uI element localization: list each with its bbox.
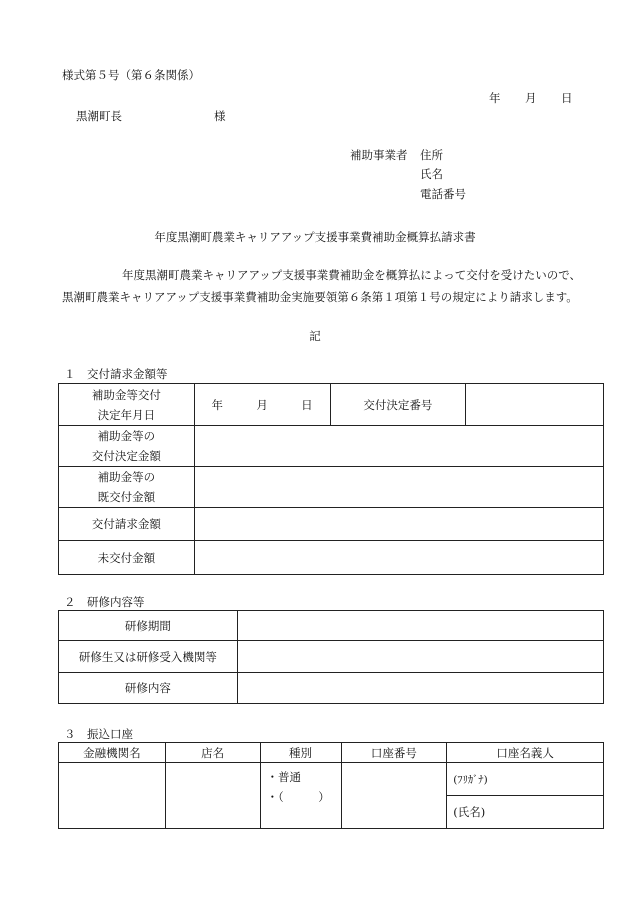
date-month-label: 月 — [256, 397, 268, 412]
unpaid-amount-value[interactable] — [194, 541, 603, 575]
training-content-label: 研修内容 — [59, 673, 238, 704]
label-line: 補助金等の — [97, 470, 156, 484]
type-option-ordinary[interactable]: ・普通 — [266, 770, 302, 784]
date-year-label: 年 — [211, 397, 224, 412]
applicant-name: 氏名 — [420, 167, 443, 181]
applicant-address: 住所 — [420, 148, 443, 162]
document-title: 年度黒潮町農業キャリアアップ支援事業費補助金概算払請求書 — [154, 230, 476, 244]
section2-table — [58, 610, 604, 704]
row-decision-date-label — [59, 384, 195, 426]
section1-table — [58, 383, 604, 575]
decision-amount-value[interactable] — [194, 426, 603, 467]
account-number-value[interactable] — [341, 763, 447, 829]
bank-name-value[interactable] — [59, 763, 166, 829]
training-period-label: 研修期間 — [59, 611, 238, 641]
body-line-1: 年度黒潮町農業キャリアアップ支援事業費補助金を概算払によって交付を受けたいので、 — [122, 268, 581, 282]
form-number: 様式第５号（第６条関係） — [62, 68, 200, 82]
col-account-number: 口座番号 — [341, 743, 447, 763]
applicant-phone: 電話番号 — [420, 187, 466, 201]
type-option-other[interactable]: ・（ ） — [266, 790, 330, 804]
training-content-value[interactable] — [237, 673, 603, 704]
branch-value[interactable] — [165, 763, 260, 829]
label-line: 補助金等交付 — [91, 387, 161, 402]
ki-marker: 記 — [309, 329, 321, 343]
section1-heading: １ 交付請求金額等 — [64, 367, 168, 381]
label-line: 交付決定金額 — [91, 449, 161, 463]
body-line-2: 黒潮町農業キャリアアップ支援事業費補助金実施要領第６条第１項第１号の規定により請求します。 — [62, 290, 578, 304]
col-account-holder: 口座名義人 — [447, 743, 604, 763]
col-branch: 店名 — [165, 743, 260, 763]
row-unpaid-amount-label: 未交付金額 — [59, 541, 195, 575]
date-month: 月 — [525, 91, 537, 105]
training-period-value[interactable] — [237, 611, 603, 641]
col-bank-name: 金融機関名 — [59, 743, 166, 763]
row-paid-amount-label — [59, 467, 195, 508]
date-day: 日 — [561, 91, 573, 105]
trainee-value[interactable] — [237, 641, 603, 673]
addressee: 黒潮町長 — [76, 109, 122, 123]
request-amount-value[interactable] — [194, 508, 603, 541]
decision-number-label: 交付決定番号 — [330, 384, 466, 426]
holder-furigana[interactable]: (ﾌﾘｶﾞﾅ) — [447, 763, 604, 796]
decision-date-value[interactable] — [194, 384, 330, 426]
label-line: 補助金等の — [97, 429, 156, 443]
decision-number-value[interactable] — [466, 384, 604, 426]
account-type-options[interactable] — [260, 763, 341, 829]
label-line: 決定年月日 — [97, 407, 156, 422]
section2-heading: ２ 研修内容等 — [64, 595, 145, 609]
row-decision-amount-label — [59, 426, 195, 467]
col-type: 種別 — [260, 743, 341, 763]
applicant-label: 補助事業者 — [350, 148, 408, 162]
date-day-label: 日 — [301, 397, 313, 412]
section3-table — [58, 742, 604, 829]
label-line: 既交付金額 — [97, 490, 156, 504]
date-year: 年 — [489, 91, 501, 105]
trainee-label: 研修生又は研修受入機関等 — [59, 641, 238, 673]
paid-amount-value[interactable] — [194, 467, 603, 508]
holder-name[interactable]: (氏名) — [447, 796, 604, 829]
section3-heading: ３ 振込口座 — [64, 727, 133, 741]
row-request-amount-label: 交付請求金額 — [59, 508, 195, 541]
addressee-honorific: 様 — [214, 109, 226, 123]
